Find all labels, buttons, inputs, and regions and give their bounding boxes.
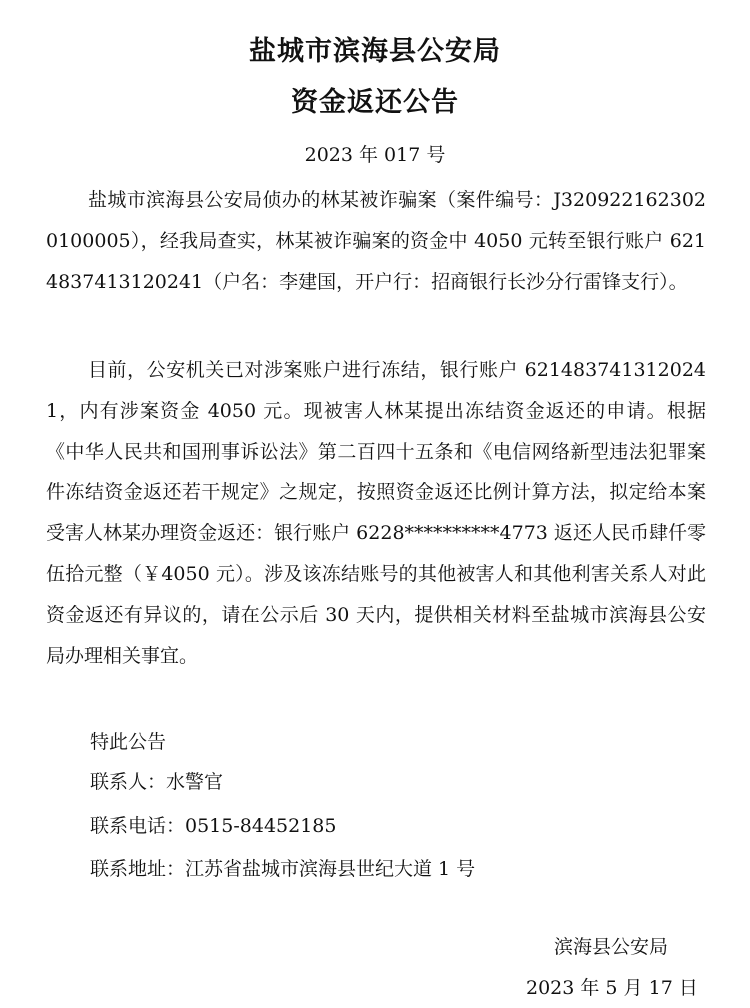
contact-phone: 联系电话：0515-84452185 (90, 815, 337, 837)
case-summary-paragraph: 盐城市滨海县公安局侦办的林某被诈骗案（案件编号：J3209221623020100005），经我局查实，林某被诈骗案的资金中 4050 元转至银行账户 6214837413120241（户名：李建国，开户行：招商银行长沙分行雷锋支行）。 (46, 189, 706, 293)
closing-note: 特此公告 (90, 731, 167, 753)
refund-details-paragraph: 目前，公安机关已对涉案账户进行冻结，银行账户 6214837413120241，内有涉案资金 4050 元。现被害人林某提出冻结资金返还的申请。根据《中华人民共和国刑事诉讼法》第二百四十五条和《电信网络新型违法犯罪案件冻结资金返还若干规定》之规定，按照资金返还比例计算方法，拟定给本案受害人林某办理资金返还：银行账户 6228**********4773 返还人民币肆仟零伍拾元整（￥4050 元）。涉及该冻结账号的其他被害人和其他利害关系人对此资金返还有异议的，请在公示后 30 天内，提供相关材料至盐城市滨海县公安局办理相关事宜。 (46, 359, 706, 667)
contact-person: 联系人：水警官 (90, 771, 224, 793)
signature-date: 2023 年 5 月 17 日 (526, 977, 698, 999)
notice-title-subject: 资金返还公告 (291, 87, 459, 118)
signature-organization: 滨海县公安局 (553, 936, 668, 958)
contact-address: 联系地址：江苏省盐城市滨海县世纪大道 1 号 (90, 858, 476, 880)
document-number: 2023 年 017 号 (304, 144, 446, 166)
notice-title-issuer: 盐城市滨海县公安局 (249, 36, 501, 67)
